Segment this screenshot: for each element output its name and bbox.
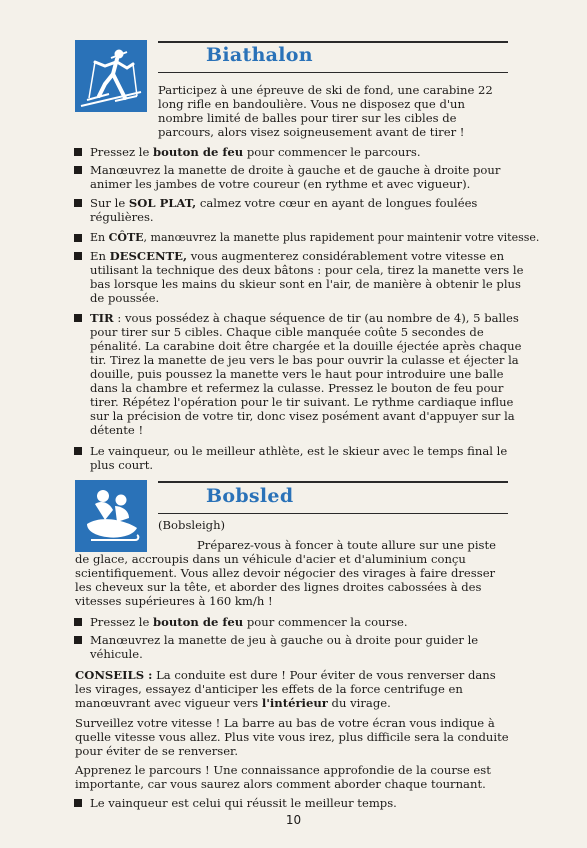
title-rule-top [158, 481, 508, 483]
bullet-square-icon [74, 148, 82, 156]
subtitle: (Bobsleigh) [158, 518, 226, 532]
bullet-square-icon [74, 799, 82, 807]
intro-paragraph: Participez à une épreuve de ski de fond, une carabine 22 long rifle en bandoulière. Vous ne disposez que d'un nombre limité de balles pour tirer sur les cibles de parcours, alors visez soigneusement avant de tirer ! [158, 83, 493, 139]
section-title: Bobsled [206, 485, 294, 507]
page-number: 10 [285, 813, 302, 827]
list-item: Le vainqueur est celui qui réussit le meilleur temps. [72, 796, 530, 810]
bullet-square-icon [74, 252, 82, 260]
title-rule-bottom [158, 513, 508, 514]
list-item: Le vainqueur, ou le meilleur athlète, est le skieur avec le temps final le plus court. [72, 444, 530, 472]
bullet-square-icon [74, 447, 82, 455]
list-item: Pressez le bouton de feu pour commencer la course. [72, 615, 530, 629]
list-item: TIR : vous possédez à chaque séquence de tir (au nombre de 4), 5 balles pour tirer sur 5 cibles. Chaque cible manquée coûte 5 secondes de pénalité. La carabine doit être chargée et la douille éjectée après chaque tir. Tirez la manette de jeu vers le bas pour ouvrir la culasse et éjecter la douille, puis poussez la manette vers le haut pour introduire une balle dans la chambre et refermez la culasse. Pressez le bouton de feu pour tirer. Répétez l'opération pour le tir suivant. Le rythme cardiaque influe sur la précision de votre tir, donc visez posément avant d'appuyer sur la détente ! [72, 311, 530, 437]
list-item: Sur le SOL PLAT, calmez votre cœur en ayant de longues foulées régulières. [72, 196, 530, 224]
tips-paragraph: CONSEILS : La conduite est dure ! Pour éviter de vous renverser dans les virages, essayez d'anticiper les effets de la force centrifuge en manœuvrant avec vigueur vers l'intérieur du virage. [75, 668, 496, 710]
title-rule-top [158, 41, 508, 43]
list-item: Manœuvrez la manette de droite à gauche et de gauche à droite pour animer les jambes de votre coureur (en rythme et avec vigueur). [72, 163, 530, 191]
title-rule-bottom [158, 72, 508, 73]
intro-paragraph: Préparez-vous à foncer à toute allure sur une piste de glace, accroupis dans un véhicule d'acier et d'aluminium conçu scientifiquement. Vous allez devoir négocier des virages à faire dresser les cheveux sur la tête, et aborder des lignes droites cabossées à des vitesses supérieures à 160 km/h ! [75, 538, 497, 608]
list-item: En DESCENTE, vous augmenterez considérablement votre vitesse en utilisant la technique des deux bâtons : pour cela, tirez la manette vers le bas lorsque les mains du skieur sont en l'air, de manière à obtenir le plus de poussée. [72, 249, 530, 305]
course-paragraph: Apprenez le parcours ! Une connaissance approfondie de la course est importante, car vous saurez alors comment aborder chaque tournant. [75, 763, 491, 791]
bullet-square-icon [74, 199, 82, 207]
bullet-square-icon [74, 618, 82, 626]
speed-paragraph: Surveillez votre vitesse ! La barre au bas de votre écran vous indique à quelle vitesse vous allez. Plus vite vous irez, plus difficile sera la conduite pour éviter de se renverser. [75, 716, 509, 758]
bullet-square-icon [74, 234, 82, 242]
section-title: Biathalon [206, 44, 313, 66]
skier-rifle-icon [75, 40, 147, 112]
list-item: Manœuvrez la manette de jeu à gauche ou à droite pour guider le véhicule. [72, 633, 530, 661]
list-item: Pressez le bouton de feu pour commencer le parcours. [72, 145, 530, 159]
bobsled-section [0, 480, 587, 820]
bullet-square-icon [74, 314, 82, 322]
bullet-square-icon [74, 166, 82, 174]
bullet-square-icon [74, 636, 82, 644]
list-item: En CÔTE, manœuvrez la manette plus rapidement pour maintenir votre vitesse. [72, 231, 560, 245]
